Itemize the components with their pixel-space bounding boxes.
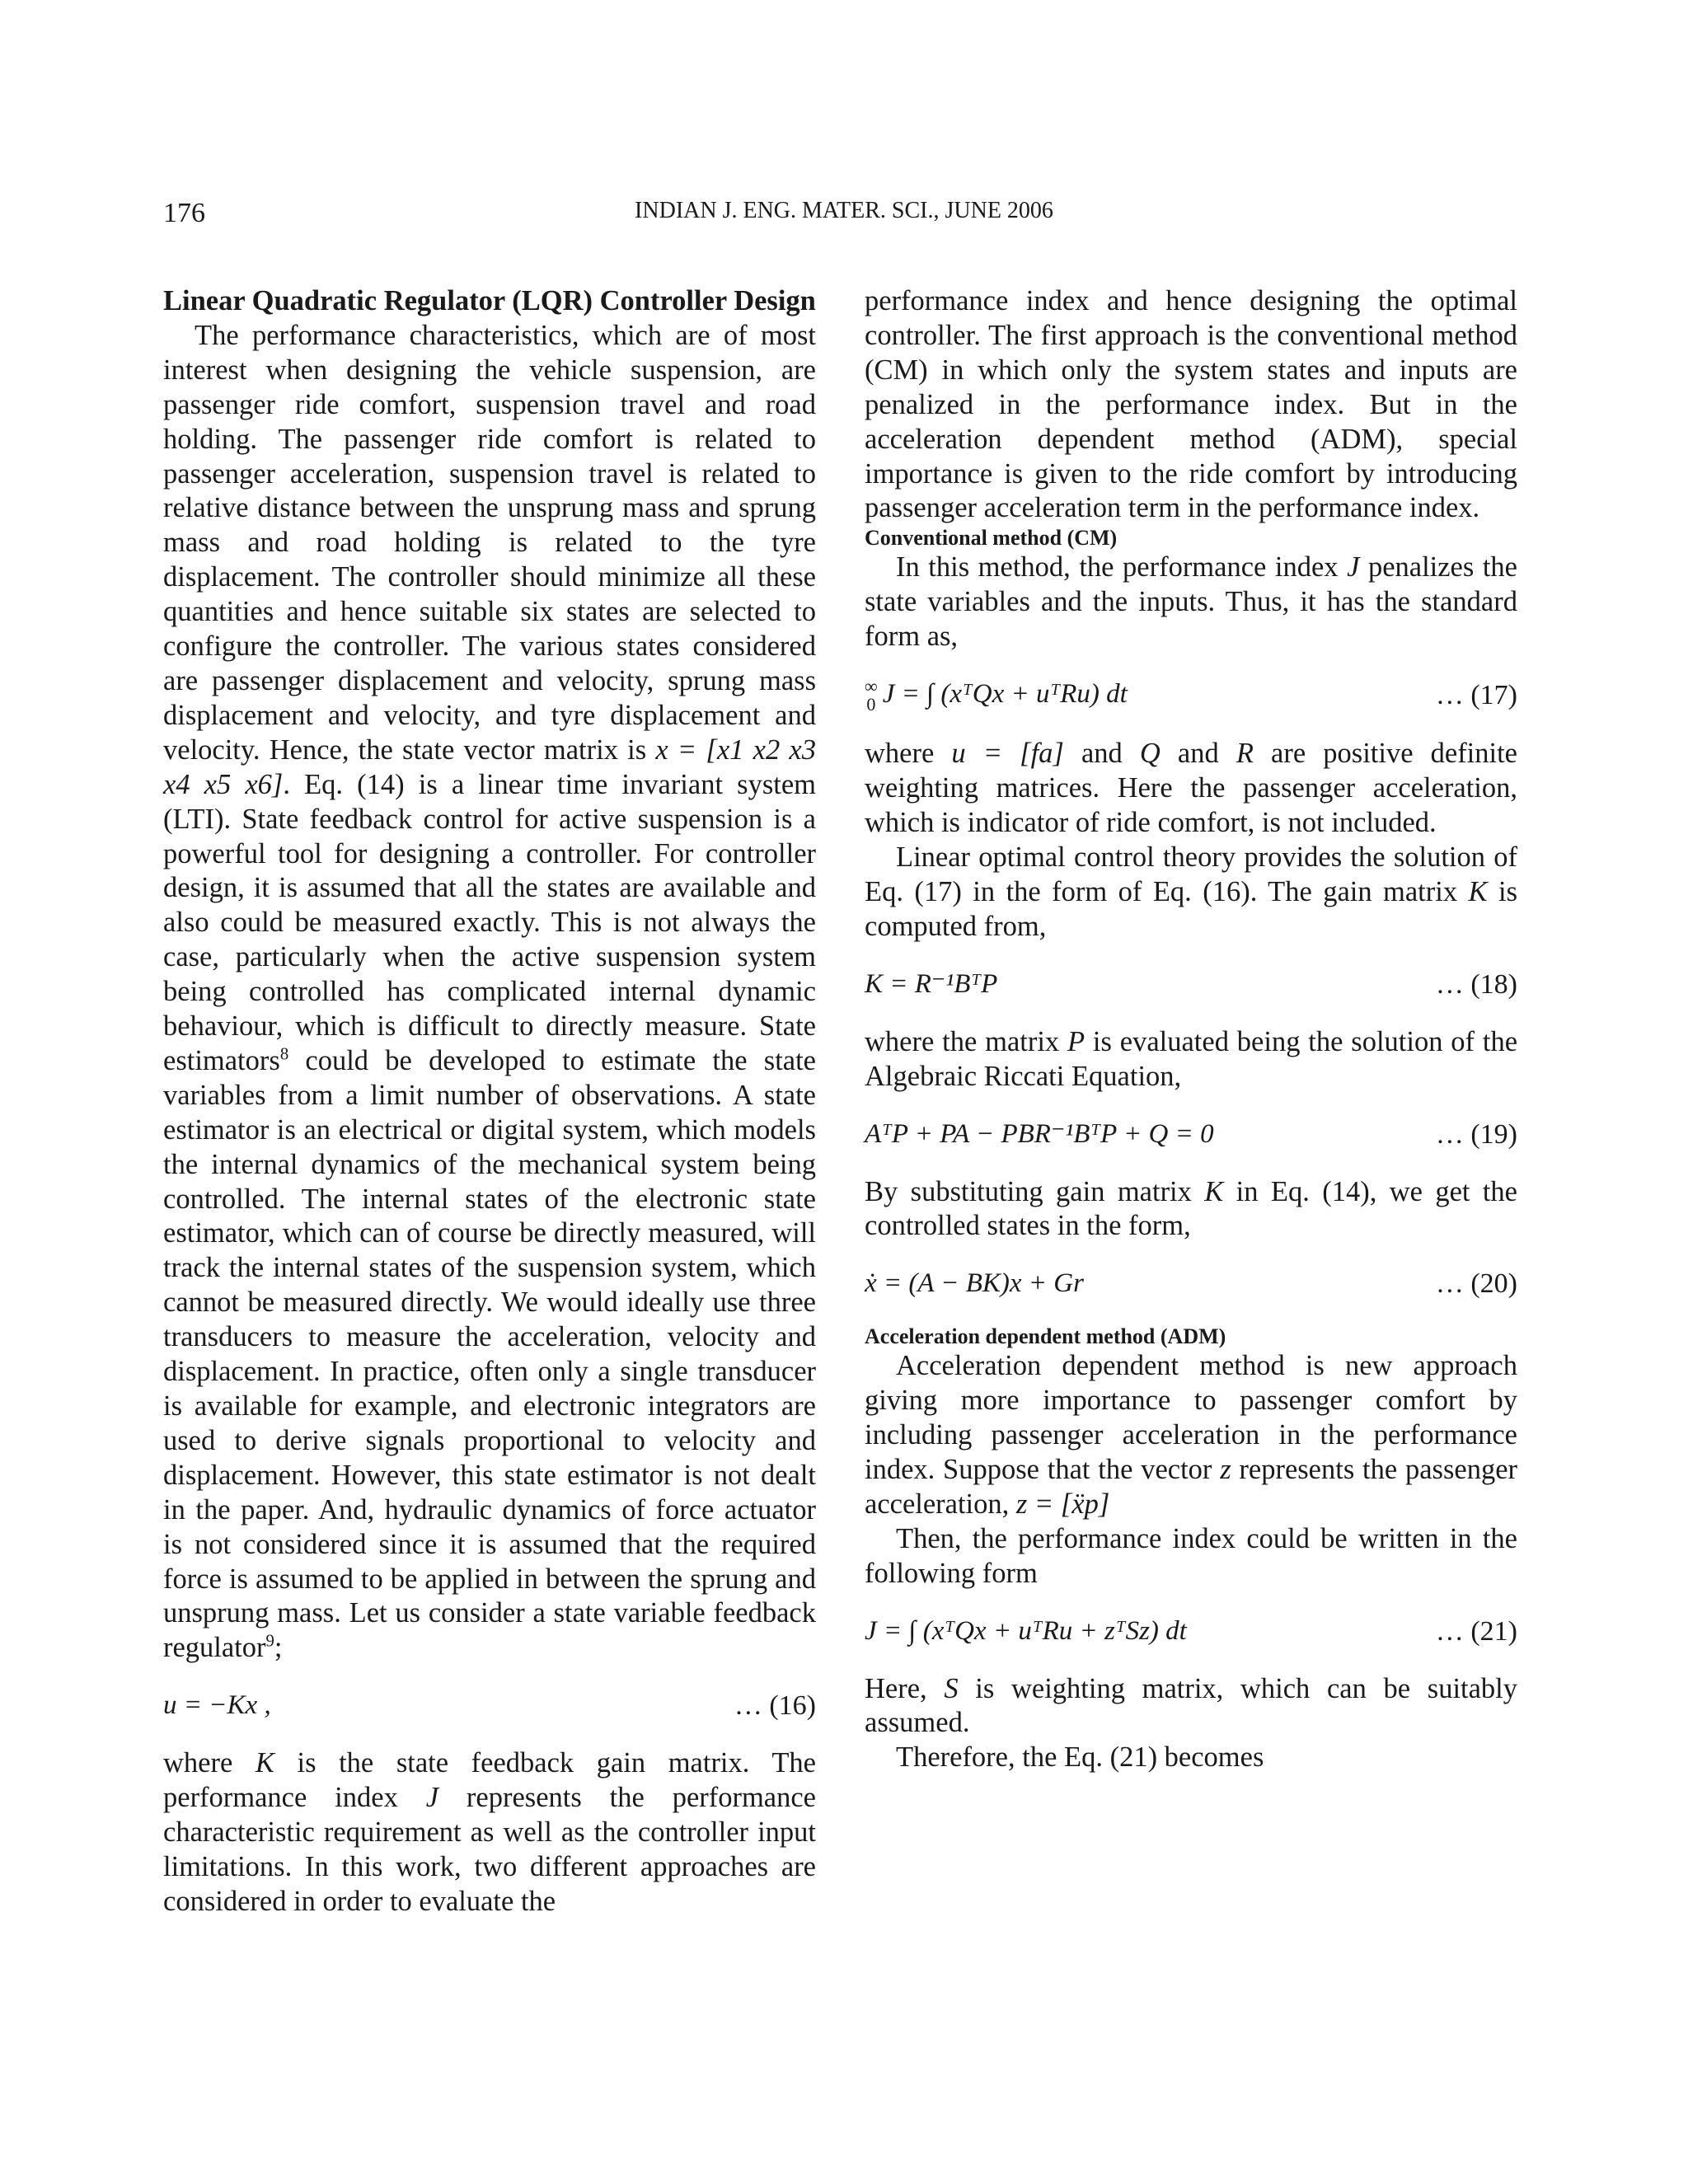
subsection-heading-adm: Acceleration dependent method (ADM) [865,1324,1226,1349]
paragraph-cm-intro: In this method, the performance index J penalizes the state variables and the inputs. Thus, it has the standard form as, [865,551,1517,653]
equation-17 [865,677,1517,714]
equation-21-number: … (21) [1435,1615,1517,1647]
paragraph-riccati: where the matrix P is evaluated being the solution of the Algebraic Riccati Equation, [865,1025,1518,1092]
equation-17-body: ∞ 0 J = ∫ (xᵀQx + uᵀRu) dt [865,676,1128,715]
paragraph-approaches: performance index and hence designing the optimal controller. The first approach is the conventional method (CM) in which only the system states and inputs are penalized in the performance index. But in the acceleration dependent method (ADM), special importance is given to the ride comfort by introducing passenger acceleration term in the performance index. [865,285,1517,524]
reference-8: 8 [279,1045,289,1064]
equation-16 [163,1689,816,1723]
right-column [865,284,1517,1775]
equation-19 [865,1118,1517,1152]
paragraph-lqr-intro: The performance characteristics, which are of most interest when designing the vehicle suspension, are passenger ride comfort, suspension travel and road holding. The passenger ride comfort is related to passenger acceleration, suspension travel is related to relative distance between the unsprung mass and sprung mass and road holding is related to the tyre displacement. The controller should minimize all these quantities and hence suitable six states are selected to configure the controller. The various states considered are passenger displacement and velocity, sprung mass displacement and velocity, and tyre displacement and velocity. Hence, the state vector matrix is x = [x1 x2 x3 x4 x5 x6]. Eq. (14) is a linear time invariant system (LTI). State feedback control for active suspension is a powerful tool for designing a controller. For controller design, it is assumed that all the states are available and also could be measured exactly. This is not always the case, particularly when the active suspension system being controlled has complicated internal dynamic behaviour, which is difficult to directly measure. State estimators$^8$ could be developed to estimate the state variables from a limit number of observations. A state estimator is an electrical or digital system, which models the internal dynamics of the mechanical system being controlled. The internal states of the electronic state estimator, which can of course be directly measured, will track the internal states of the suspension system, which cannot be measured directly. We would ideally use three transducers to measure the acceleration, velocity and displacement. In practice, often only a single transducer is available for example, and electronic integrators are used to derive signals proportional to velocity and displacement. However, this state estimator is not dealt in the paper. And, hydraulic dynamics of force actuator is not considered since it is assumed that the required force is assumed to be applied in between the sprung and unsprung mass. Let us consider a state variable feedback regulator$^9$; [163,319,816,1664]
equation-21-body: J = ∫ (xᵀQx + uᵀRu + zᵀSz) dt [865,1615,1187,1646]
left-column [163,284,816,1919]
page-number: 176 [163,198,205,228]
equation-20 [865,1267,1517,1301]
equation-18-body: K = R⁻¹BᵀP [865,968,998,999]
paragraph-weighting-s: Here, S is weighting matrix, which can be suitably assumed. [865,1672,1518,1739]
equation-16-number: … (16) [734,1690,816,1722]
paragraph-gain-matrix: where K is the state feedback gain matrix. The performance index J represents the performance characteristic requirement as well as the controller input limitations. In this work, two different approaches are considered in order to evaluate the [163,1747,816,1917]
equation-20-number: … (20) [1435,1268,1517,1300]
state-vector: x = [x1 x2 x3 x4 x5 x6] [163,733,816,800]
paragraph-therefore: Therefore, the Eq. (21) becomes [896,1741,1264,1774]
running-head: INDIAN J. ENG. MATER. SCI., JUNE 2006 [635,198,1053,223]
paragraph-adm-intro: Acceleration dependent method is new approach giving more importance to passenger comfort by including passenger acceleration in the performance index. Suppose that the vector z represents the passenger acceleration, z = [ẍp] [865,1350,1517,1520]
reference-9: 9 [265,1632,274,1651]
subsection-heading-cm: Conventional method (CM) [865,526,1118,551]
equation-20-body: ẋ = (A − BK)x + Gr [865,1268,1084,1299]
equation-18 [865,968,1517,1002]
equation-21 [865,1615,1517,1649]
paragraph-controlled-states: By substituting gain matrix K in Eq. (14), we get the controlled states in the form, [865,1175,1517,1242]
integral-sign: ∞ 0 [865,676,878,715]
equation-19-number: … (19) [1435,1118,1517,1150]
paragraph-performance-index: Then, the performance index could be written in the following form [865,1522,1517,1589]
section-heading: Linear Quadratic Regulator (LQR) Controller Design [163,285,816,316]
equation-16-body: u = −Kx , [163,1690,271,1721]
equation-17-number: … (17) [1435,680,1517,711]
equation-19-body: AᵀP + PA − PBR⁻¹BᵀP + Q = 0 [865,1118,1214,1149]
paragraph-weighting: where u = [fa] and Q and R are positive definite weighting matrices. Here the passenger acceleration, which is indicator of ride comfort, is not included. [865,738,1517,839]
paragraph-optimal-control: Linear optimal control theory provides the solution of Eq. (17) in the form of Eq. (16). The gain matrix K is computed from, [865,841,1517,943]
equation-18-number: … (18) [1435,968,1517,1000]
